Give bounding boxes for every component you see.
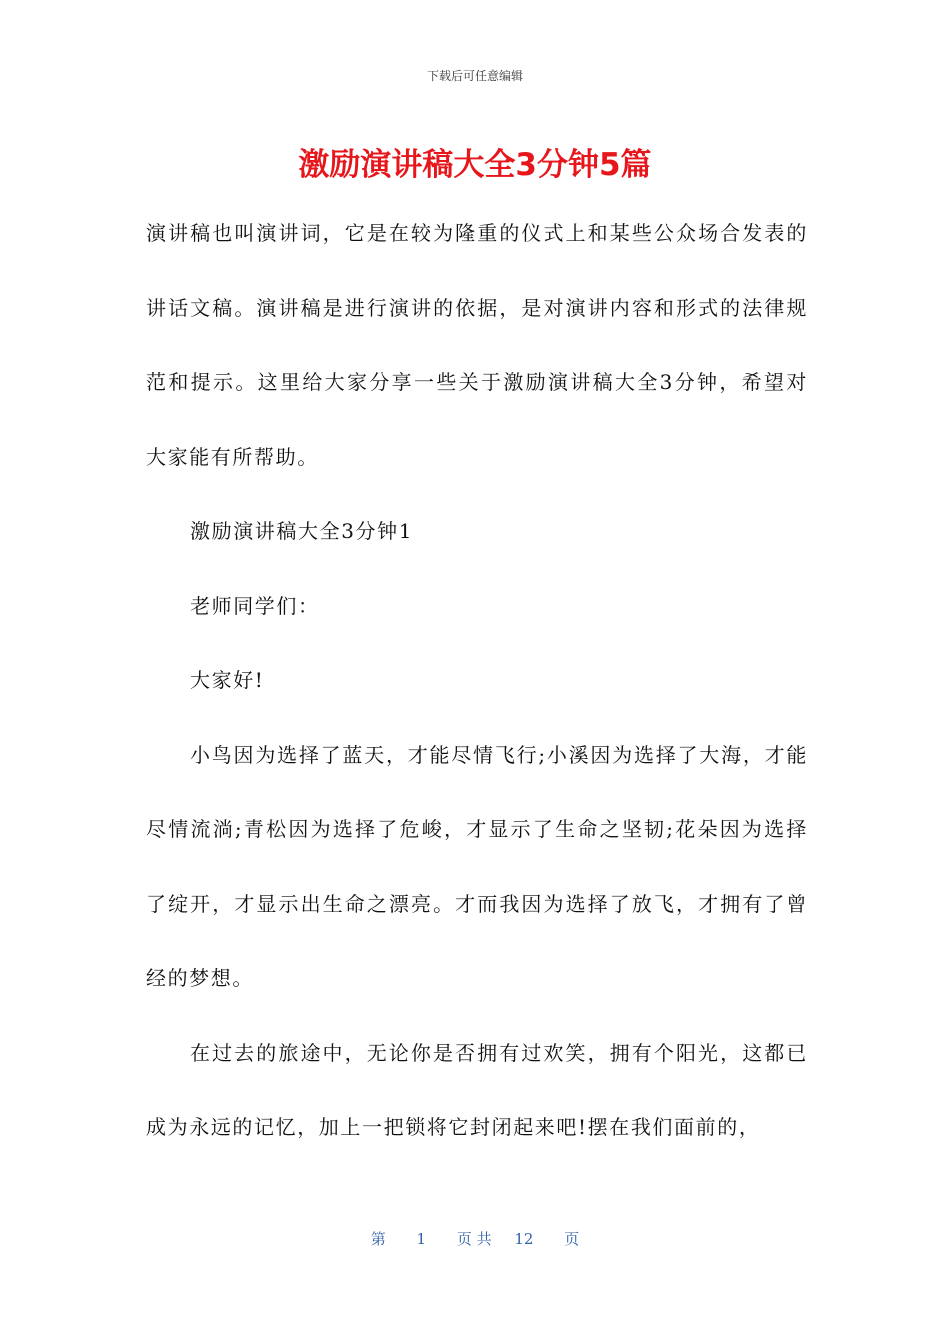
document-body: [146, 196, 808, 1165]
paragraph-body-1: 小鸟因为选择了蓝天，才能尽情飞行;小溪因为选择了大海，才能尽情流淌;青松因为选择了危峻，才显示了生命之坚韧;花朵因为选择了绽开，才显示出生命之漂亮。才而我因为选择了放飞，才拥有了曾经的梦想。: [146, 742, 808, 990]
footer-page-number: 1: [416, 1230, 427, 1248]
paragraph-body-2: 在过去的旅途中，无论你是否拥有过欢笑，拥有个阳光，这都已成为永远的记忆，加上一把锁将它封闭起来吧!摆在我们面前的，: [146, 1040, 808, 1139]
document-title: 激励演讲稿大全3分钟5篇: [298, 147, 652, 183]
header-note: 下载后可任意编辑: [426, 69, 523, 83]
footer-total-pages: 12: [514, 1230, 534, 1248]
footer-page-word: 第: [370, 1230, 386, 1248]
paragraph-section-heading: 激励演讲稿大全3分钟1: [190, 519, 414, 543]
footer-page-suffix: 页: [564, 1230, 580, 1248]
paragraph-salutation: 老师同学们：: [190, 593, 320, 618]
page-footer: [0, 1228, 950, 1250]
paragraph-greeting: 大家好!: [190, 668, 265, 692]
footer-of-word: 页 共: [456, 1230, 492, 1248]
paragraph-intro: 演讲稿也叫演讲词，它是在较为隆重的仪式上和某些公众场合发表的讲话文稿。演讲稿是进行演讲的依据，是对演讲内容和形式的法律规范和提示。这里给大家分享一些关于激励演讲稿大全3分钟，希望对大家能有所帮助。: [146, 221, 808, 469]
